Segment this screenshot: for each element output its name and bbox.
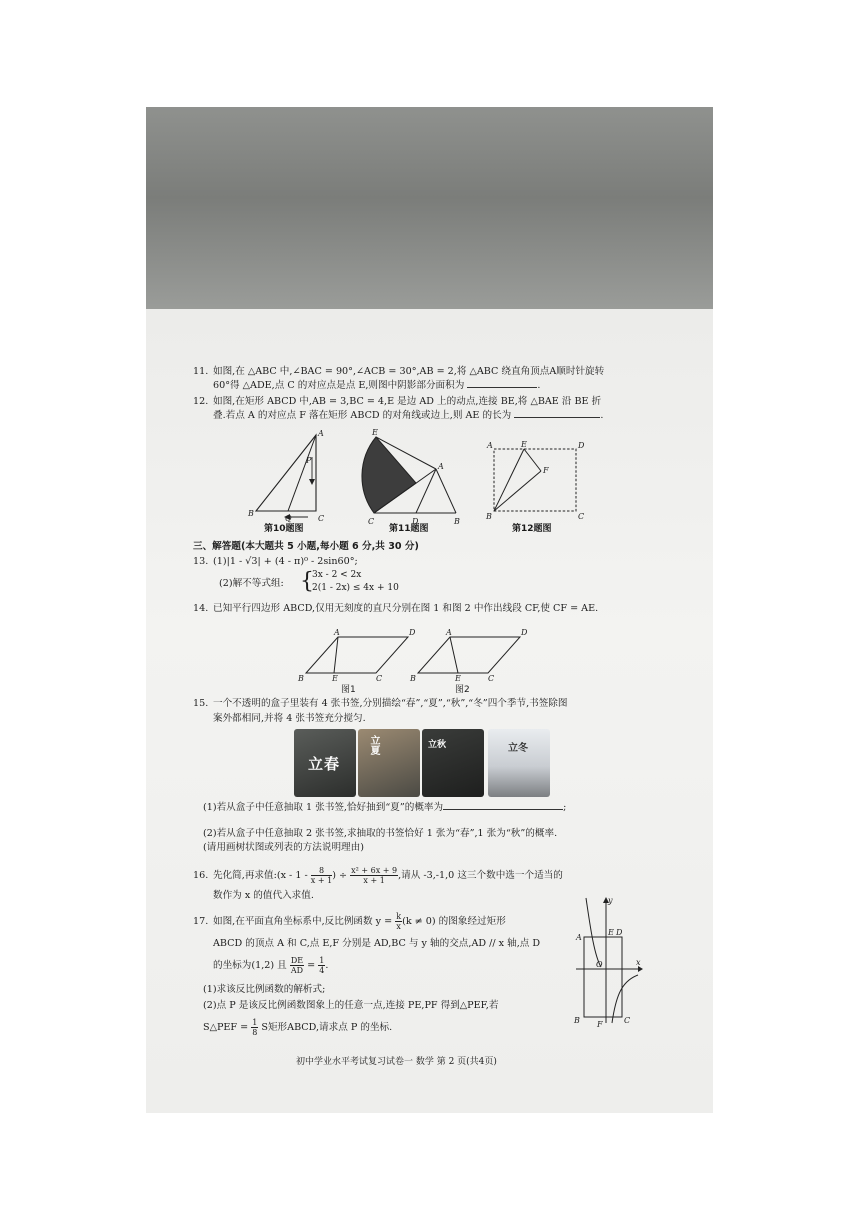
fig17-label-E: E [608, 928, 614, 937]
fig10-label-C: C [318, 514, 325, 523]
fig17-label-x: x [636, 958, 641, 967]
q15-number: 15. [193, 698, 209, 709]
q12-line2: 叠.若点 A 的对应点 F 落在矩形 ABCD 的对角线或边上,则 AE 的长为 . [213, 410, 604, 421]
q17-part1: (1)求该反比例函数的解析式; [203, 984, 326, 995]
figure-11 [364, 429, 464, 529]
fig11-caption: 第11题图 [389, 524, 429, 534]
q13-brace: { [300, 569, 314, 594]
fig12-label-C: C [578, 512, 585, 521]
figure-10 [246, 429, 336, 529]
q15-line1: 一个不透明的盒子里装有 4 张书签,分别描绘“春”,“夏”,“秋”,“冬”四个季节,书签除图 [213, 698, 568, 709]
fig14b-label-D: D [521, 628, 528, 637]
fig14a-label-D: D [409, 628, 416, 637]
q12-number: 12. [193, 396, 209, 407]
q17-part2: (2)点 P 是该反比例函数图象上的任意一点,连接 PE,PF 得到△PEF,若 [203, 1000, 499, 1011]
fig17-label-C: C [624, 1016, 631, 1025]
q16-number: 16. [193, 870, 209, 881]
fig17-label-F: F [597, 1020, 603, 1029]
exam-paper [146, 309, 713, 1113]
q13-number: 13. [193, 556, 209, 567]
figure-14-2 [408, 629, 528, 681]
q15-part2-line1: (2)若从盒子中任意抽取 2 张书签,求抽取的书签恰好 1 张为“春”,1 张为“秋”的概率. [203, 828, 558, 839]
fig17-label-y: y [608, 896, 613, 905]
fig14-caption-1: 图1 [341, 685, 356, 695]
q14-number: 14. [193, 603, 209, 614]
q17-line2: ABCD 的顶点 A 和 C,点 E,F 分别是 AD,BC 与 y 轴的交点,AD // x 轴,点 D [213, 938, 541, 949]
figure-14-1 [296, 629, 416, 681]
fig14b-label-A: A [446, 628, 452, 637]
q11-line2: 60°得 △ADE,点 C 的对应点是点 E,则图中阴影部分面积为 . [213, 380, 541, 391]
fig14b-label-C: C [488, 674, 495, 683]
photo-frame [146, 107, 713, 1113]
fig10-label-P: P [306, 456, 312, 465]
fig10-caption: 第10题图 [264, 524, 304, 534]
desk-background [146, 107, 713, 309]
fig11-label-E: E [372, 428, 378, 437]
fig11-label-C: C [368, 517, 375, 526]
q12-answer-blank [514, 417, 600, 418]
q17-line3: 的坐标为(1,2) 且 $\frac{DE}{AD}$ = $\frac{1}{4}$ . [213, 956, 329, 975]
bookmark-card-summer [358, 729, 420, 797]
fig14-caption-2: 图2 [455, 685, 470, 695]
q11-line1: 如图,在 △ABC 中,∠BAC = 90°,∠ACB = 30°,AB = 2,将 △ABC 绕直角顶点A顺时针旋转 [213, 366, 605, 377]
q14-text: 已知平行四边形 ABCD,仅用无刻度的直尺分别在图 1 和图 2 中作出线段 CF,使 CF = AE. [213, 603, 599, 614]
bookmark-card-spring [294, 729, 356, 797]
fig12-caption: 第12题图 [512, 524, 552, 534]
fig12-label-B: B [486, 512, 492, 521]
fig12-label-D: D [578, 441, 585, 450]
fig11-label-B: B [454, 517, 460, 526]
page-footer: 初中学业水平考试复习试卷一 数学 第 2 页(共4页) [296, 1057, 497, 1067]
fig14a-label-E: E [332, 674, 338, 683]
q13-ineq1: 3x - 2 < 2x [312, 570, 362, 580]
fig12-label-A: A [487, 441, 493, 450]
fig14a-label-A: A [334, 628, 340, 637]
figure-12 [486, 441, 586, 521]
q15-part1: (1)若从盒子中任意抽取 1 张书签,恰好抽到“夏”的概率为 ; [203, 802, 567, 813]
card-autumn-text: 立秋 [428, 740, 447, 750]
bookmark-card-winter [488, 729, 550, 797]
fig12-label-F: F [543, 466, 549, 475]
fig11-label-A: A [438, 462, 444, 471]
card-winter-text: 立冬 [508, 743, 528, 754]
section3-title: 三、解答题 [193, 541, 241, 552]
q15-part2-line2: (请用画树状图或列表的方法说明理由) [203, 842, 364, 853]
fig12-label-E: E [521, 440, 527, 449]
q17-number: 17. [193, 916, 209, 927]
q16-line1: 先化简,再求值:(x - 1 - $\frac{8}{x + 1}$ ) ÷ $\frac{\text{x² + 6x + 9}}{x + 1}$ ,请从 -3,-1,0 这三个数中选一个适当的 [213, 866, 563, 885]
card-summer-text: 立夏 [368, 735, 379, 755]
fig10-label-Q: Q [285, 514, 292, 523]
fig14a-label-B: B [298, 674, 304, 683]
q13-part2: (2)解不等式组: [219, 578, 284, 589]
fig11-label-D: D [412, 517, 419, 526]
fig10-label-A: A [318, 429, 324, 438]
q17-line1: 如图,在平面直角坐标系中,反比例函数 y = $\frac{k}{x}$ (k ≠ 0) 的图象经过矩形 [213, 912, 506, 931]
fig17-label-O: O [596, 960, 603, 969]
q16-line2: 数作为 x 的值代入求值. [213, 890, 314, 901]
fig14a-label-C: C [376, 674, 383, 683]
fig14b-label-B: B [410, 674, 416, 683]
q12-line1: 如图,在矩形 ABCD 中,AB = 3,BC = 4,E 是边 AD 上的动点,连接 BE,将 △BAE 沿 BE 折 [213, 396, 602, 407]
q13-part1: (1)|1 - √3| + (4 - π)⁰ - 2sin60°; [213, 556, 358, 567]
card-spring-text: 立春 [308, 755, 341, 773]
q13-ineq2: 2(1 - 2x) ≤ 4x + 10 [312, 583, 399, 593]
fig17-label-B: B [574, 1016, 580, 1025]
bookmark-card-autumn [422, 729, 484, 797]
figure-17 [572, 895, 644, 1030]
section3-note: (本大题共 5 小题,每小题 6 分,共 30 分) [240, 541, 419, 552]
q11-answer-blank [467, 387, 537, 388]
q17-part2-line2: S△PEF = $\frac{1}{8}$ S矩形ABCD,请求点 P 的坐标. [203, 1018, 393, 1037]
fig14b-label-E: E [455, 674, 461, 683]
fig17-label-A: A [576, 933, 582, 942]
q15-answer-blank [443, 809, 563, 810]
q11-number: 11. [193, 366, 209, 377]
q15-line2: 案外都相同,并将 4 张书签充分搅匀. [213, 713, 366, 724]
fig17-label-D: D [616, 928, 623, 937]
section3-header [193, 540, 419, 554]
fig10-label-B: B [248, 509, 254, 518]
